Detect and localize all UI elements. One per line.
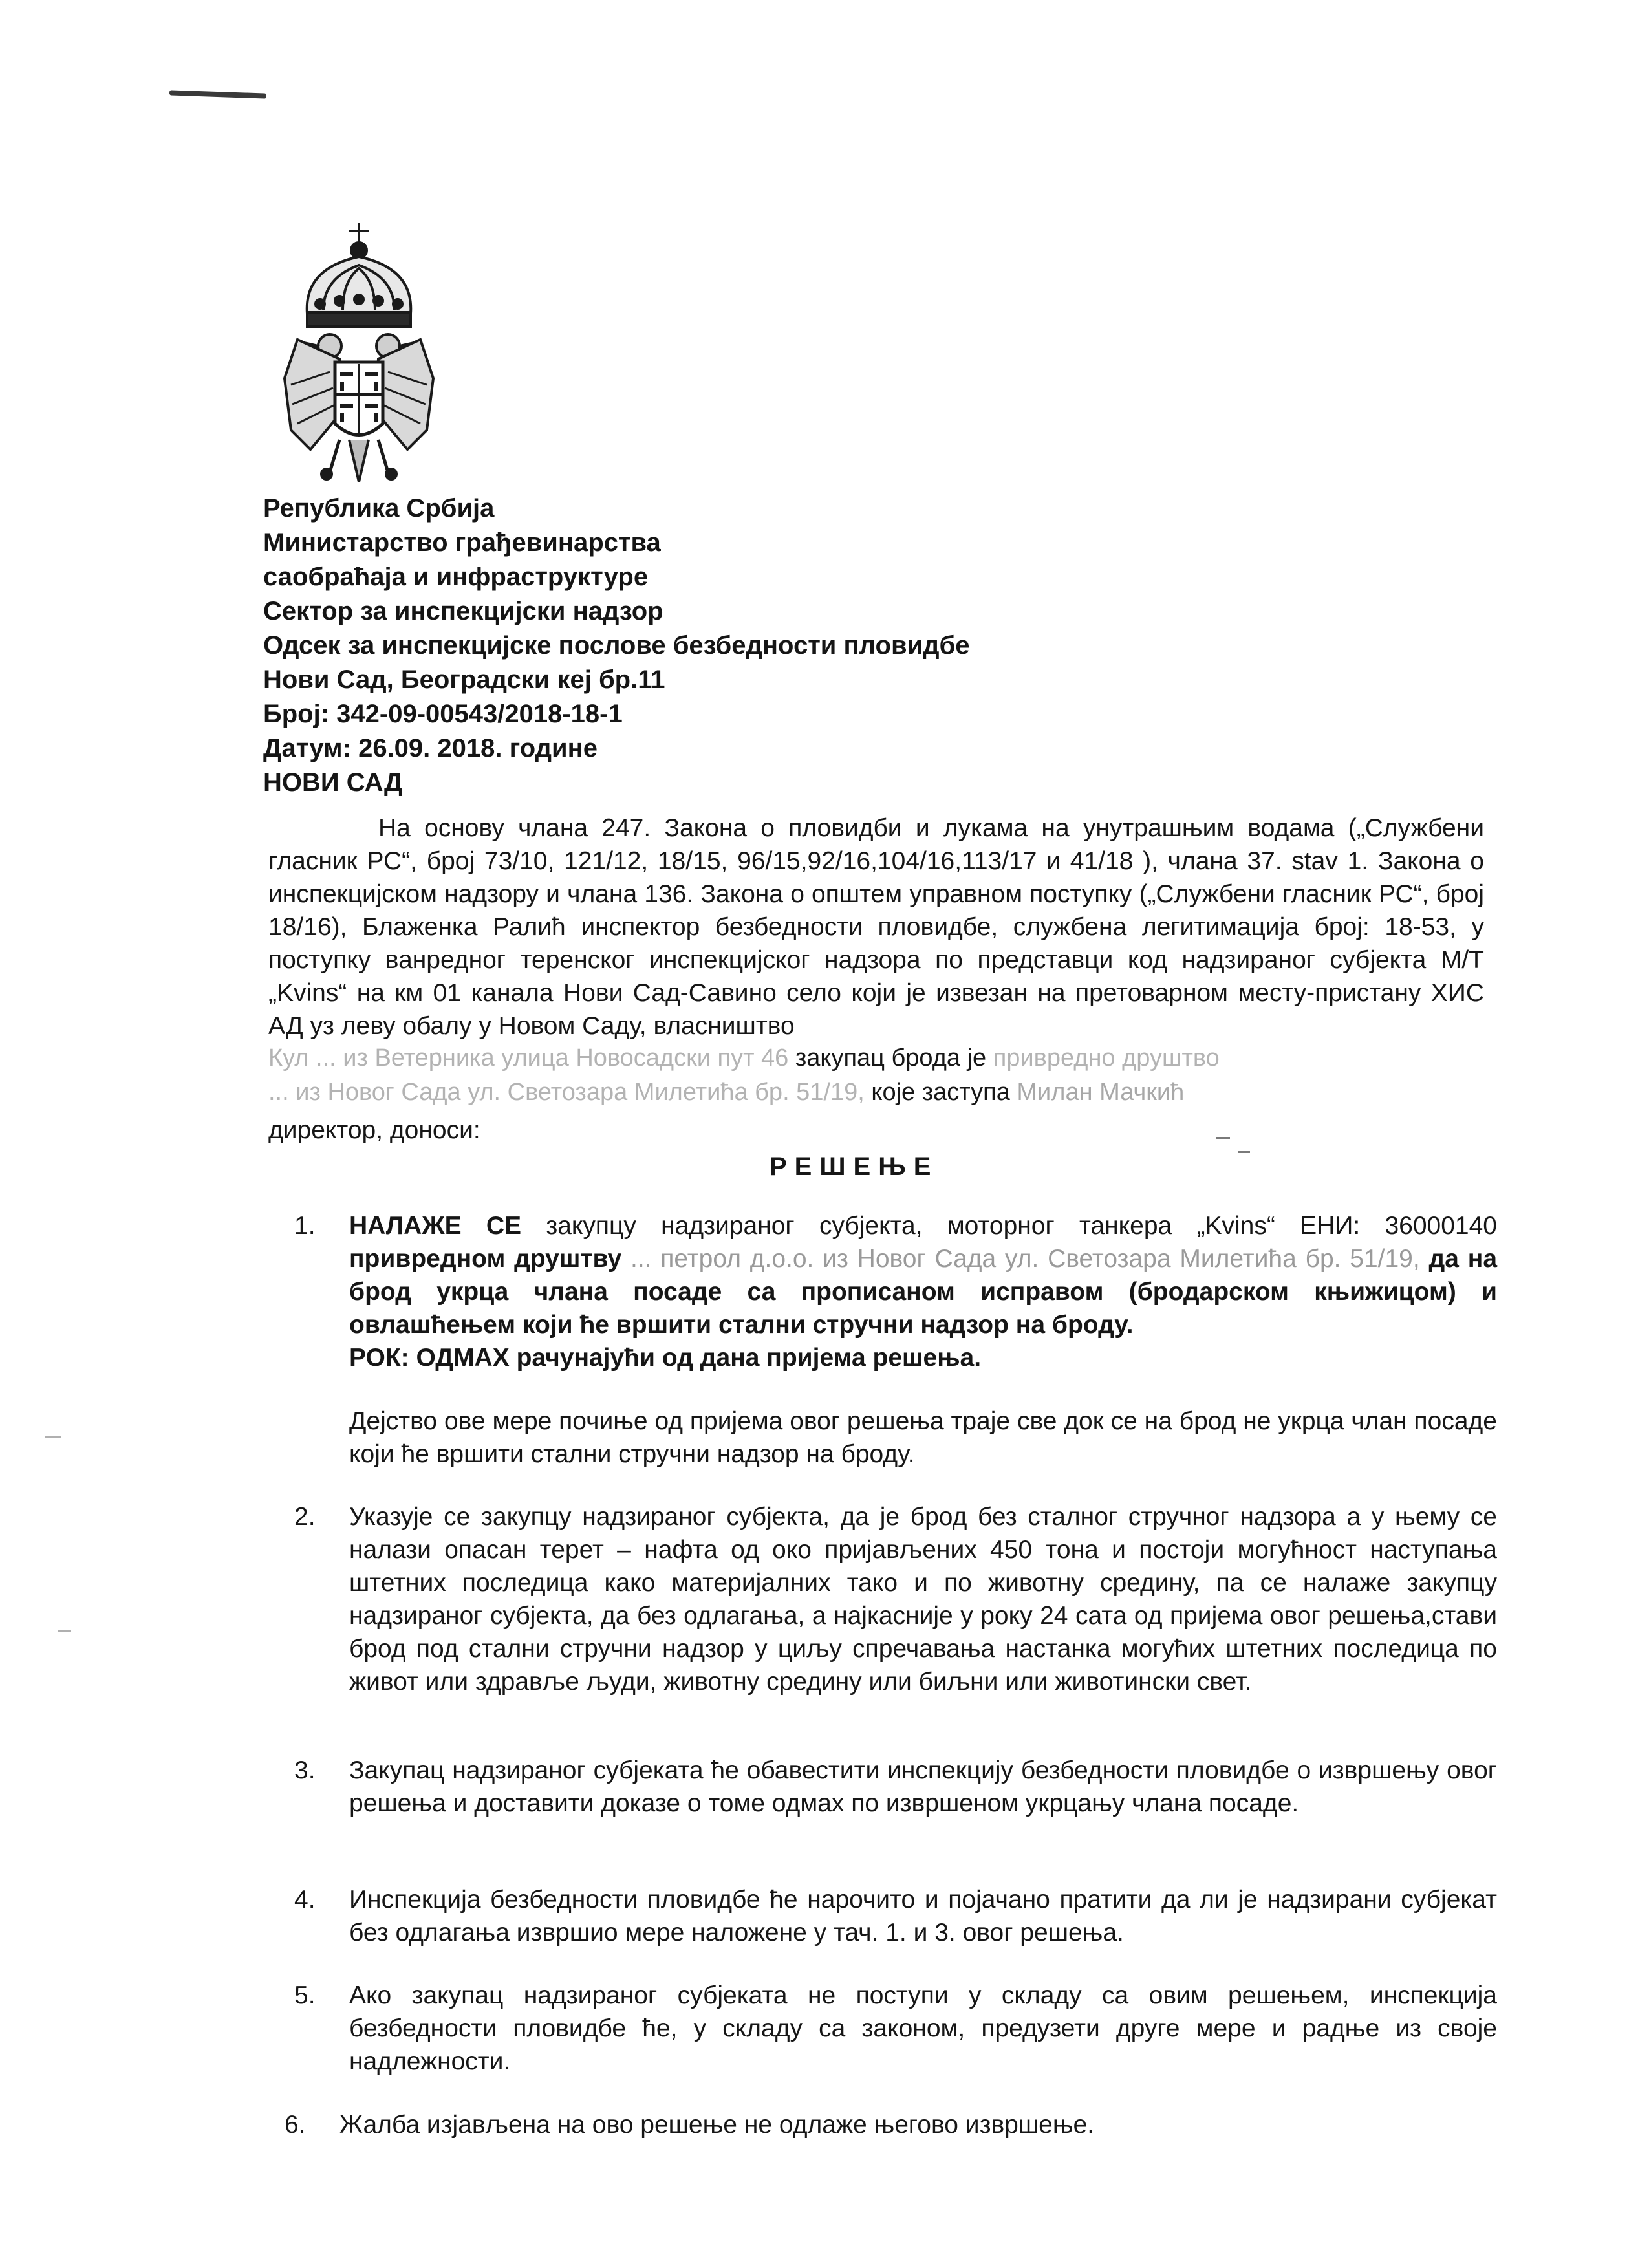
item-1-order: да на брод укрца члана посаде са прописаном исправом (бродарском књижицом) и овлашћењем који ће вршити стални стручни надзор на броду. <box>349 1245 1498 1339</box>
item-number: 1. <box>294 1212 316 1240</box>
item-number: 3. <box>294 1756 316 1784</box>
item-1-deadline: РОК: ОДМАХ рачунајући од дана пријема решења. <box>349 1344 982 1372</box>
representative-name: Милан Мачкић <box>1017 1079 1185 1106</box>
redacted-owner: Кул ... из Ветерника улица Новосадски пут 46 <box>268 1044 789 1072</box>
serbian-coat-of-arms-icon <box>278 217 440 488</box>
header-ministry: Министарство грађевинарства <box>263 528 661 557</box>
scan-tick <box>1238 1151 1250 1153</box>
header-country: Република Србија <box>263 494 495 523</box>
item-text: Инспекција безбедности пловидбе ће нарочито и појачано пратити да ли је надзирани субјекат без одлагања извршио мере наложене у тач. 1. и 3. овог решења. <box>349 1886 1497 1947</box>
redacted-address-line <box>268 1079 1238 1106</box>
issuer-header <box>263 491 1298 800</box>
preamble-closing-text: директор, доноси: <box>268 1116 480 1144</box>
item-text: Ако закупац надзираног субјеката не поступи у складу са овим решењем, инспекција безбедности пловидбе ће, у складу са законом, предузети друге мере и радње из своје надлежности. <box>349 1982 1497 2075</box>
preamble-lessee-label: закупац брода је <box>795 1044 987 1072</box>
item-text <box>349 1209 1497 1374</box>
item-text: Жалба изјављена на ово решење не одлаже његово извршење. <box>339 2111 1095 2139</box>
decision-item-2 <box>294 1500 1497 1707</box>
preamble-text: На основу члана 247. Закона о пловидби и лукама на унутрашњим водама („Службени гласник РС“, број 73/10, 121/12, 18/15, 96/15,92/16,104/16,113/17 и 41/18 ), члана 37. stav 1. Закона о инспекцијском надзору и члана 136. Закона о општем управном поступку („Службени гласник РС“, број 18/16), Блаженка Ралић инспектор безбедности пловидбе, службена легитимација број: 18-53, у поступку ванредног теренског инспекцијског надзора по представци код надзираног субјекта М/Т „Kvins“ на км 01 канала Нови Сад-Савино село који је извезан на претоварном месту-пристану ХИС АД уз леву обалу у Новом Саду, власништво <box>268 814 1484 1040</box>
scan-tick <box>45 1436 61 1438</box>
item-number: 6. <box>285 2111 306 2139</box>
header-department: Одсек за инспекцијске послове безбедности пловидбе <box>263 631 970 660</box>
header-date: Датум: 26.09. 2018. године <box>263 734 598 762</box>
scan-tick <box>1216 1137 1230 1139</box>
preamble-paragraph <box>268 812 1484 1042</box>
decision-item-3 <box>294 1754 1497 1857</box>
redacted-owner-line <box>268 1044 1220 1072</box>
item-1-lead-bold: НАЛАЖЕ СЕ <box>349 1212 522 1240</box>
item-1-redacted-company: ... петрол д.о.о. из Новог Сада ул. Светозара Милетића бр. 51/19, <box>630 1245 1420 1273</box>
item-1-effect: Дејство ове мере почиње од пријема овог решења траје све док се на брод не укрца члан посаде који ће вршити стални стручни надзор на броду. <box>349 1407 1497 1468</box>
scan-tick <box>58 1630 71 1632</box>
item-number: 5. <box>294 1982 316 2009</box>
item-text: Закупац надзираног субјеката ће обавестити инспекцију безбедности пловидбе о извршењу овог решења и доставити доказе о томе одмах по извршеном укрцању члана посаде. <box>349 1756 1497 1817</box>
header-reference-number: Број: 342-09-00543/2018-18-1 <box>263 700 623 728</box>
header-city: НОВИ САД <box>263 768 403 797</box>
preamble-closing <box>268 1114 1484 1147</box>
decision-item-6 <box>285 2108 1487 2147</box>
header-address: Нови Сад, Београдски кеј бр.11 <box>263 665 665 694</box>
decision-title: РЕШЕЊЕ <box>770 1152 939 1181</box>
item-1-company-label: привредном друштву <box>349 1245 622 1273</box>
item-1-lead: закупцу надзираног субјекта, моторног танкера „Kvins“ ЕНИ: 36000140 <box>546 1212 1497 1240</box>
decision-item-1 <box>294 1209 1497 1377</box>
item-number: 4. <box>294 1886 316 1914</box>
decision-item-5 <box>294 1979 1497 2082</box>
item-number: 2. <box>294 1503 316 1531</box>
redacted-address: ... из Новог Сада ул. Светозара Милетића бр. 51/19, <box>268 1079 865 1106</box>
scan-mark <box>169 90 266 98</box>
preamble-represented-by: које заступа <box>871 1079 1010 1106</box>
header-sector: Сектор за инспекцијски надзор <box>263 597 663 625</box>
decision-item-4 <box>294 1883 1497 1954</box>
redacted-lessee: привредно друштво <box>993 1044 1220 1072</box>
item-text: Указује се закупцу надзираног субјекта, да је брод без сталног стручног надзора а у њему се налази опасан терет – нафта од око пријављених 450 тона и постоји могућност наступања штетних последица како материјалних тако и по животну средину, па се налаже закупцу надзираног субјекта, да без одлагања, а најкасније у року 24 сата од пријема овог решења,стави брод под стални стручни надзор у циљу спречавања настанка могућих штетних последица по живот или здравље људи, животну средину или биљни или животински свет. <box>349 1503 1497 1696</box>
header-ministry-cont: саобраћаја и инфраструктуре <box>263 563 649 591</box>
